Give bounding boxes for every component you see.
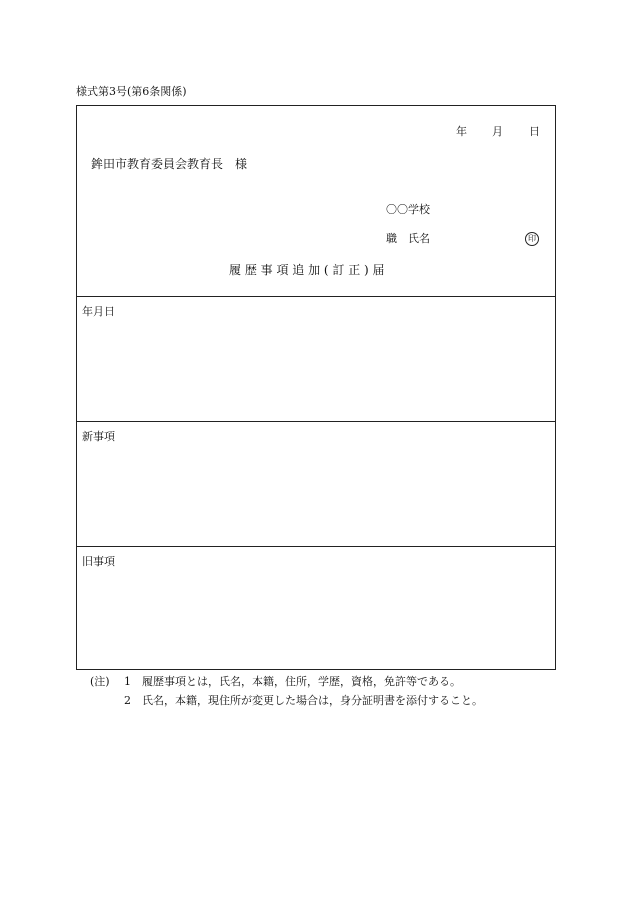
position-name-label: 職 氏名 (386, 232, 430, 245)
notes-prefix: (注) (90, 675, 110, 688)
header-divider (77, 296, 555, 297)
school-name: 〇〇学校 (386, 203, 430, 216)
note-number-1: 1 (124, 675, 131, 688)
form-title: 履 歴 事 項 追 加 ( 訂 正 ) 届 (229, 263, 385, 277)
date-day-label: 日 (529, 125, 540, 138)
note-text-1: 履歴事項とは，氏名，本籍，住所，学歴，資格，免許等である。 (142, 675, 461, 688)
section-divider-2 (77, 546, 555, 547)
section-label-new-items: 新事項 (82, 430, 115, 443)
note-number-2: 2 (124, 694, 131, 707)
section-divider-1 (77, 421, 555, 422)
section-label-old-items: 旧事項 (82, 555, 115, 568)
section-label-date: 年月日 (82, 305, 115, 318)
date-month-label: 月 (492, 125, 503, 138)
addressee: 鉾田市教育委員会教育長 様 (91, 157, 248, 171)
date-year-label: 年 (456, 125, 467, 138)
note-text-2: 氏名，本籍，現住所が変更した場合は，身分証明書を添付すること。 (142, 694, 483, 707)
seal-mark: 印 (525, 232, 539, 246)
form-box (76, 105, 556, 670)
form-number: 様式第3号(第6条関係) (76, 85, 187, 98)
